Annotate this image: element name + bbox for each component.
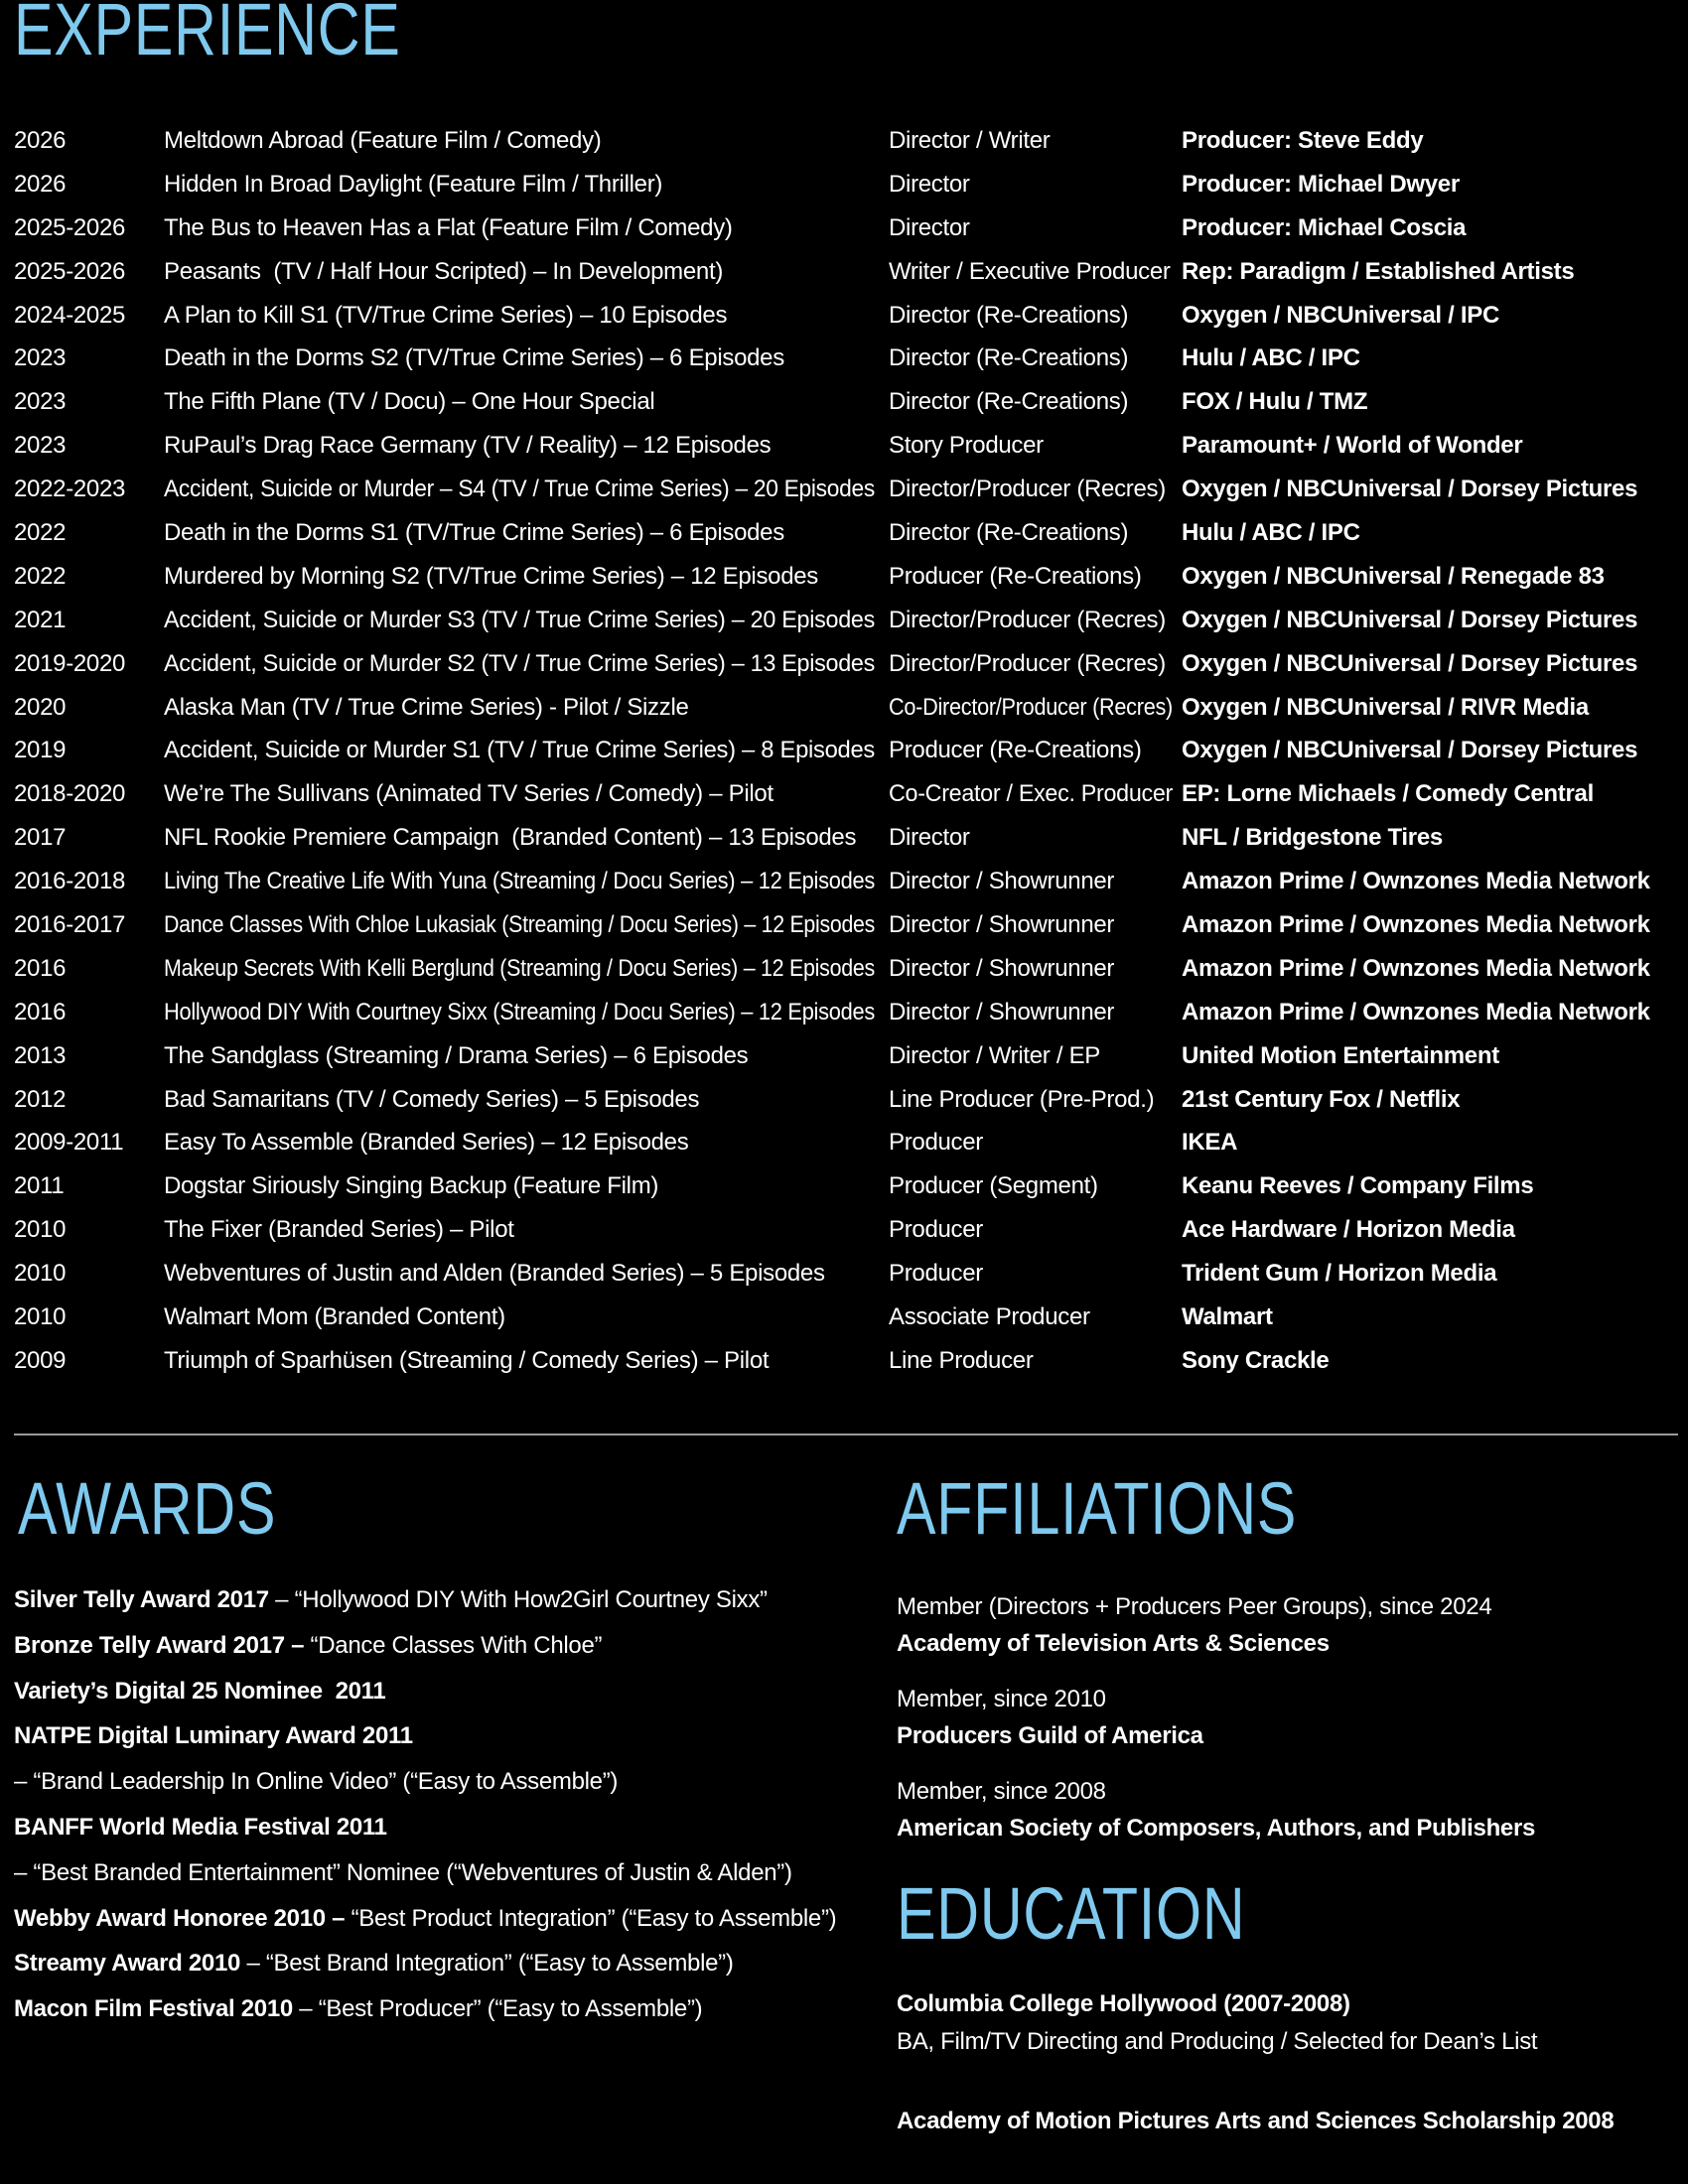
experience-title: The Fixer (Branded Series) – Pilot xyxy=(164,1216,514,1244)
award-name: Streamy Award 2010 xyxy=(14,1950,241,1978)
experience-title: NFL Rookie Premiere Campaign (Branded Content) – 13 Episodes xyxy=(164,824,857,852)
experience-company: Paramount+ / World of Wonder xyxy=(1182,432,1523,460)
experience-role: Director (Re-Creations) xyxy=(889,301,1129,329)
experience-row xyxy=(0,294,1688,338)
experience-title: Makeup Secrets With Kelli Berglund (Streaming / Docu Series) – 12 Episodes xyxy=(164,954,875,982)
experience-company: Walmart xyxy=(1182,1303,1273,1331)
experience-company: Ace Hardware / Horizon Media xyxy=(1182,1216,1515,1244)
experience-company: Trident Gum / Horizon Media xyxy=(1182,1260,1497,1288)
experience-title: Alaska Man (TV / True Crime Series) - Pilot / Sizzle xyxy=(164,693,689,721)
experience-title: Living The Creative Life With Yuna (Streaming / Docu Series) – 12 Episodes xyxy=(164,868,875,895)
experience-role: Producer (Re-Creations) xyxy=(889,737,1142,764)
experience-role: Director xyxy=(889,213,970,241)
experience-title: Death in the Dorms S2 (TV/True Crime Series) – 6 Episodes xyxy=(164,344,784,372)
experience-role: Line Producer xyxy=(889,1346,1034,1374)
experience-title: Death in the Dorms S1 (TV/True Crime Series) – 6 Episodes xyxy=(164,519,784,547)
experience-company: Producer: Steve Eddy xyxy=(1182,127,1424,154)
experience-years: 2016 xyxy=(14,998,67,1025)
experience-years: 2022 xyxy=(14,519,67,547)
experience-years: 2011 xyxy=(14,1172,65,1200)
affiliation-group xyxy=(897,1588,1681,1662)
experience-row xyxy=(0,1252,1688,1296)
award-name: BANFF World Media Festival 2011 xyxy=(14,1813,387,1841)
experience-role: Line Producer (Pre-Prod.) xyxy=(889,1085,1155,1113)
experience-company: FOX / Hulu / TMZ xyxy=(1182,388,1368,416)
award-line xyxy=(14,1623,878,1669)
experience-years: 2022 xyxy=(14,562,67,590)
experience-role: Director / Writer / EP xyxy=(889,1041,1100,1069)
experience-role: Co-Creator / Exec. Producer xyxy=(889,780,1173,808)
experience-row xyxy=(0,686,1688,730)
experience-company: Producer: Michael Coscia xyxy=(1182,213,1467,241)
affiliation-organization: Producers Guild of America xyxy=(897,1722,1203,1749)
experience-role: Co-Director/Producer (Recres) xyxy=(889,693,1173,721)
awards-list xyxy=(14,1577,878,2032)
experience-role: Writer / Executive Producer xyxy=(889,257,1171,285)
experience-role: Producer xyxy=(889,1129,983,1157)
experience-years: 2025-2026 xyxy=(14,213,126,241)
experience-role: Director / Showrunner xyxy=(889,954,1115,982)
award-line xyxy=(14,1713,878,1759)
experience-row xyxy=(0,1121,1688,1164)
experience-title: Murdered by Morning S2 (TV/True Crime Series) – 12 Episodes xyxy=(164,562,819,590)
experience-title: Accident, Suicide or Murder S1 (TV / True Crime Series) – 8 Episodes xyxy=(164,737,875,764)
experience-years: 2010 xyxy=(14,1260,67,1288)
experience-row xyxy=(0,119,1688,163)
award-name: Webby Award Honoree 2010 – xyxy=(14,1904,346,1932)
experience-years: 2023 xyxy=(14,388,67,416)
experience-company: Hulu / ABC / IPC xyxy=(1182,519,1360,547)
experience-company: Hulu / ABC / IPC xyxy=(1182,344,1360,372)
education-heading: EDUCATION xyxy=(897,1872,1246,1955)
affiliation-organization: Academy of Television Arts & Sciences xyxy=(897,1630,1330,1657)
experience-title: Peasants (TV / Half Hour Scripted) – In Development) xyxy=(164,257,724,285)
experience-role: Director / Writer xyxy=(889,127,1051,154)
affiliations-list xyxy=(897,1588,1681,1865)
experience-row xyxy=(0,903,1688,947)
award-detail: – “Best Producer” (“Easy to Assemble”) xyxy=(292,1995,703,2023)
experience-company: Oxygen / NBCUniversal / RIVR Media xyxy=(1182,693,1589,721)
experience-role: Director (Re-Creations) xyxy=(889,519,1129,547)
experience-company: Oxygen / NBCUniversal / Dorsey Pictures xyxy=(1182,606,1638,633)
experience-years: 2022-2023 xyxy=(14,476,126,503)
award-line xyxy=(14,1577,878,1623)
experience-row xyxy=(0,816,1688,860)
experience-years: 2023 xyxy=(14,432,67,460)
award-line xyxy=(14,1669,878,1714)
experience-row xyxy=(0,206,1688,250)
experience-role: Producer (Segment) xyxy=(889,1172,1098,1200)
experience-company: EP: Lorne Michaels / Comedy Central xyxy=(1182,780,1594,808)
award-name: NATPE Digital Luminary Award 2011 xyxy=(14,1722,413,1750)
experience-title: Hidden In Broad Daylight (Feature Film / Thriller) xyxy=(164,170,663,198)
experience-row xyxy=(0,250,1688,294)
education-degree: BA, Film/TV Directing and Producing / Selected for Dean’s List xyxy=(897,2028,1538,2055)
experience-row xyxy=(0,1296,1688,1339)
experience-row xyxy=(0,1208,1688,1252)
experience-row xyxy=(0,1339,1688,1383)
experience-years: 2026 xyxy=(14,127,67,154)
experience-row xyxy=(0,599,1688,642)
experience-row xyxy=(0,1164,1688,1208)
award-detail: – “Best Brand Integration” (“Easy to Assemble”) xyxy=(240,1950,734,1978)
affiliation-organization: American Society of Composers, Authors, and Publishers xyxy=(897,1815,1536,1842)
experience-years: 2019-2020 xyxy=(14,649,126,677)
experience-role: Director (Re-Creations) xyxy=(889,388,1129,416)
experience-role: Director / Showrunner xyxy=(889,911,1115,939)
experience-company: Keanu Reeves / Company Films xyxy=(1182,1172,1534,1200)
experience-title: Triumph of Sparhüsen (Streaming / Comedy Series) – Pilot xyxy=(164,1346,770,1374)
experience-company: Rep: Paradigm / Established Artists xyxy=(1182,257,1575,285)
experience-role: Director xyxy=(889,170,970,198)
award-detail: “Dance Classes With Chloe” xyxy=(304,1631,603,1659)
experience-row xyxy=(0,468,1688,511)
experience-row xyxy=(0,380,1688,424)
experience-years: 2021 xyxy=(14,606,67,633)
experience-company: Oxygen / NBCUniversal / Renegade 83 xyxy=(1182,562,1605,590)
experience-company: Oxygen / NBCUniversal / IPC xyxy=(1182,301,1500,329)
experience-title: Meltdown Abroad (Feature Film / Comedy) xyxy=(164,127,602,154)
affiliation-membership: Member (Directors + Producers Peer Groups), since 2024 xyxy=(897,1593,1492,1620)
experience-title: The Bus to Heaven Has a Flat (Feature Film / Comedy) xyxy=(164,213,733,241)
experience-years: 2010 xyxy=(14,1303,67,1331)
experience-row xyxy=(0,424,1688,468)
experience-row xyxy=(0,991,1688,1034)
experience-company: Sony Crackle xyxy=(1182,1346,1330,1374)
award-name: Variety’s Digital 25 Nominee 2011 xyxy=(14,1677,386,1705)
experience-company: Amazon Prime / Ownzones Media Network xyxy=(1182,954,1650,982)
experience-row xyxy=(0,511,1688,555)
experience-role: Director xyxy=(889,824,970,852)
experience-title: RuPaul’s Drag Race Germany (TV / Reality) – 12 Episodes xyxy=(164,432,772,460)
experience-years: 2023 xyxy=(14,344,67,372)
award-detail: – “Hollywood DIY With How2Girl Courtney Sixx” xyxy=(268,1586,768,1613)
experience-title: The Sandglass (Streaming / Drama Series) – 6 Episodes xyxy=(164,1041,749,1069)
affiliation-membership: Member, since 2010 xyxy=(897,1686,1106,1712)
experience-company: Amazon Prime / Ownzones Media Network xyxy=(1182,868,1650,895)
experience-years: 2009 xyxy=(14,1346,67,1374)
experience-years: 2026 xyxy=(14,170,67,198)
experience-title: Easy To Assemble (Branded Series) – 12 Episodes xyxy=(164,1129,689,1157)
experience-years: 2016-2018 xyxy=(14,868,126,895)
experience-title: A Plan to Kill S1 (TV/True Crime Series) – 10 Episodes xyxy=(164,301,728,329)
experience-company: Producer: Michael Dwyer xyxy=(1182,170,1460,198)
experience-row xyxy=(0,772,1688,816)
experience-title: Dogstar Siriously Singing Backup (Feature Film) xyxy=(164,1172,659,1200)
award-line xyxy=(14,1896,878,1942)
award-line xyxy=(14,1941,878,1986)
experience-role: Director / Showrunner xyxy=(889,998,1115,1025)
affiliation-group xyxy=(897,1773,1681,1846)
experience-row xyxy=(0,163,1688,206)
experience-title: The Fifth Plane (TV / Docu) – One Hour Special xyxy=(164,388,655,416)
experience-years: 2025-2026 xyxy=(14,257,126,285)
experience-role: Director/Producer (Recres) xyxy=(889,649,1166,677)
experience-title: Dance Classes With Chloe Lukasiak (Streaming / Docu Series) – 12 Episodes xyxy=(164,911,875,939)
experience-title: We’re The Sullivans (Animated TV Series / Comedy) – Pilot xyxy=(164,780,774,808)
experience-company: United Motion Entertainment xyxy=(1182,1041,1499,1069)
experience-row xyxy=(0,1078,1688,1122)
section-divider xyxy=(14,1433,1678,1435)
experience-role: Director/Producer (Recres) xyxy=(889,606,1166,633)
experience-role: Director/Producer (Recres) xyxy=(889,476,1166,503)
affiliations-heading: AFFILIATIONS xyxy=(897,1467,1298,1550)
experience-row xyxy=(0,729,1688,772)
experience-row xyxy=(0,947,1688,991)
experience-years: 2012 xyxy=(14,1085,67,1113)
awards-heading: AWARDS xyxy=(18,1467,277,1550)
experience-title: Accident, Suicide or Murder S3 (TV / True Crime Series) – 20 Episodes xyxy=(164,606,875,633)
experience-company: IKEA xyxy=(1182,1129,1238,1157)
experience-years: 2009-2011 xyxy=(14,1129,124,1157)
award-detail: – “Brand Leadership In Online Video” (“Easy to Assemble”) xyxy=(14,1768,619,1796)
experience-years: 2020 xyxy=(14,693,67,721)
award-detail: “Best Product Integration” (“Easy to Assemble”) xyxy=(345,1904,837,1932)
affiliation-group xyxy=(897,1681,1681,1754)
award-line xyxy=(14,1759,878,1805)
experience-role: Story Producer xyxy=(889,432,1044,460)
award-name: Macon Film Festival 2010 xyxy=(14,1995,293,2023)
experience-title: Webventures of Justin and Alden (Branded Series) – 5 Episodes xyxy=(164,1260,825,1288)
experience-role: Director (Re-Creations) xyxy=(889,344,1129,372)
experience-row xyxy=(0,337,1688,380)
experience-table xyxy=(0,119,1688,1383)
experience-company: Amazon Prime / Ownzones Media Network xyxy=(1182,911,1650,939)
award-line xyxy=(14,1986,878,2032)
education-scholarship: Academy of Motion Pictures Arts and Sciences Scholarship 2008 xyxy=(897,2108,1615,2134)
experience-company: Oxygen / NBCUniversal / Dorsey Pictures xyxy=(1182,649,1638,677)
experience-heading: EXPERIENCE xyxy=(14,0,401,70)
experience-title: Bad Samaritans (TV / Comedy Series) – 5 Episodes xyxy=(164,1085,700,1113)
experience-years: 2016-2017 xyxy=(14,911,126,939)
affiliation-membership: Member, since 2008 xyxy=(897,1778,1106,1805)
experience-title: Hollywood DIY With Courtney Sixx (Streaming / Docu Series) – 12 Episodes xyxy=(164,998,875,1025)
experience-company: Oxygen / NBCUniversal / Dorsey Pictures xyxy=(1182,476,1638,503)
experience-years: 2017 xyxy=(14,824,67,852)
experience-title: Accident, Suicide or Murder S2 (TV / True Crime Series) – 13 Episodes xyxy=(164,649,875,677)
education-school: Columbia College Hollywood (2007-2008) xyxy=(897,1990,1350,2017)
experience-role: Director / Showrunner xyxy=(889,868,1115,895)
experience-title: Accident, Suicide or Murder – S4 (TV / True Crime Series) – 20 Episodes xyxy=(164,476,875,503)
experience-title: Walmart Mom (Branded Content) xyxy=(164,1303,505,1331)
experience-company: NFL / Bridgestone Tires xyxy=(1182,824,1443,852)
experience-role: Producer xyxy=(889,1216,983,1244)
award-detail: – “Best Branded Entertainment” Nominee (“Webventures of Justin & Alden”) xyxy=(14,1858,792,1886)
award-line xyxy=(14,1850,878,1896)
experience-years: 2010 xyxy=(14,1216,67,1244)
education-block xyxy=(897,1985,1537,2061)
experience-role: Producer xyxy=(889,1260,983,1288)
experience-row xyxy=(0,1034,1688,1078)
award-name: Silver Telly Award 2017 xyxy=(14,1586,269,1613)
experience-row xyxy=(0,860,1688,903)
experience-row xyxy=(0,642,1688,686)
award-name: Bronze Telly Award 2017 – xyxy=(14,1631,305,1659)
experience-role: Producer (Re-Creations) xyxy=(889,562,1142,590)
experience-company: Amazon Prime / Ownzones Media Network xyxy=(1182,998,1650,1025)
experience-role: Associate Producer xyxy=(889,1303,1090,1331)
experience-years: 2019 xyxy=(14,737,67,764)
experience-company: Oxygen / NBCUniversal / Dorsey Pictures xyxy=(1182,737,1638,764)
experience-years: 2024-2025 xyxy=(14,301,126,329)
experience-years: 2016 xyxy=(14,954,67,982)
experience-years: 2013 xyxy=(14,1041,67,1069)
experience-years: 2018-2020 xyxy=(14,780,126,808)
experience-row xyxy=(0,555,1688,599)
experience-company: 21st Century Fox / Netflix xyxy=(1182,1085,1461,1113)
award-line xyxy=(14,1805,878,1850)
